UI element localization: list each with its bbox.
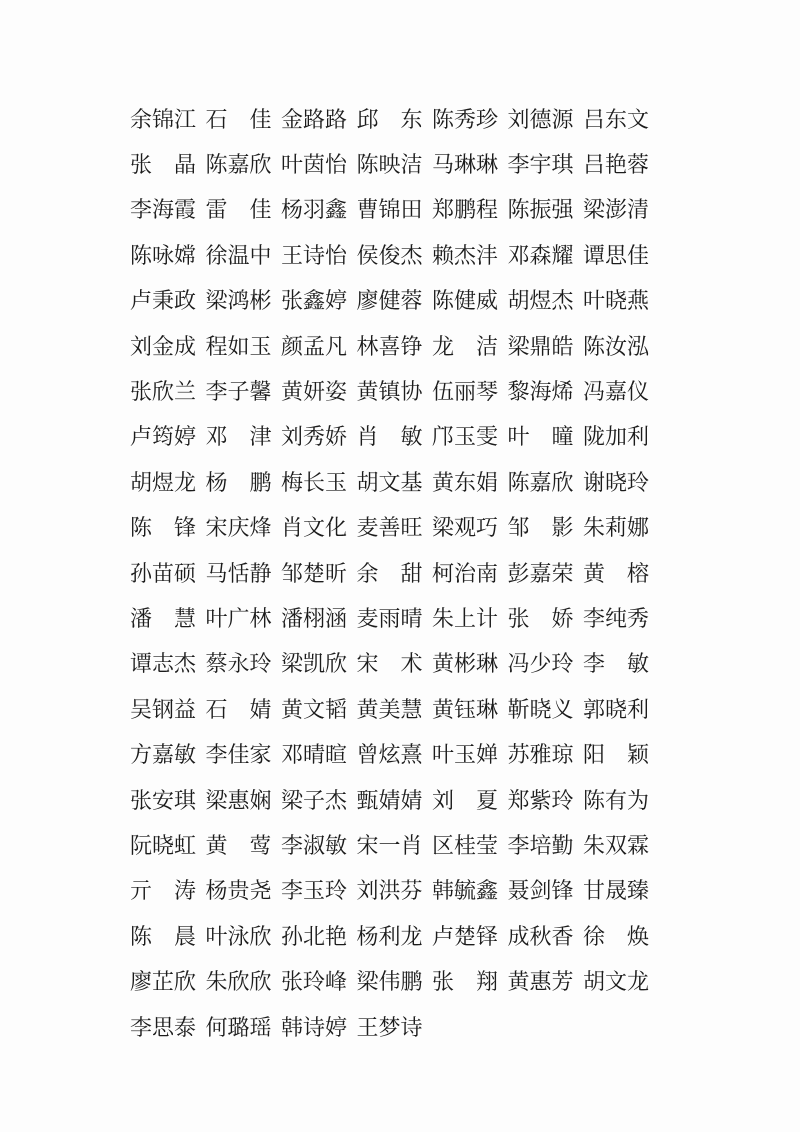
name-entry: 胡 煜 龙 [130,470,197,496]
name-entry: 韩 诗 婷 [281,1015,348,1041]
name-entry: 李 淑 敏 [281,833,348,859]
name-entry: 程 如 玉 [205,334,272,360]
name-entry: 朱 双 霖 [583,833,650,859]
name-entry: 谢 晓 玲 [583,470,650,496]
name-entry: 梁 观 巧 [432,516,499,542]
name-entry: 李 海 霞 [130,198,197,224]
name-entry: 陈 嘉 欣 [205,153,272,179]
name-entry: 廖 健 蓉 [356,289,423,315]
name-entry: 李 纯 秀 [583,606,650,632]
name-entry: 刘 金 成 [130,334,197,360]
name-entry: 陈 健 威 [432,289,499,315]
name-entry: 肖 文 化 [281,516,348,542]
name-entry: 龙 洁 [432,334,498,360]
name-entry: 彭 嘉 荣 [507,561,574,587]
name-entry: 陈 秀 珍 [432,107,499,133]
name-entry: 颜 孟 凡 [281,334,348,360]
name-entry: 朱 莉 娜 [583,516,650,542]
name-entry: 黎 海 烯 [507,380,574,406]
name-entry: 孙 北 艳 [281,924,348,950]
name-entry: 张 娇 [507,606,574,632]
name-entry: 阳 颖 [583,743,649,769]
name-entry: 叶 茵 怡 [281,153,348,179]
name-entry: 梅 长 玉 [281,470,348,496]
name-entry: 叶 玉 婵 [432,743,499,769]
name-entry: 邓 津 [205,425,272,451]
name-entry: 苏 雅 琼 [507,743,574,769]
name-entry: 李 思 泰 [130,1015,197,1041]
name-entry: 梁 鸿 彬 [205,289,272,315]
name-entry: 胡 文 龙 [583,970,650,996]
name-entry: 宋 一 肖 [356,833,423,859]
name-entry: 余 锦 江 [130,107,197,133]
name-entry: 梁 伟 鹏 [356,970,423,996]
name-entry: 王 诗 怡 [281,243,348,269]
name-entry: 李 玉 玲 [281,879,348,905]
name-entry: 潘 慧 [130,606,196,632]
name-entry: 吕 东 文 [583,107,650,133]
name-entry: 刘 德 源 [507,107,574,133]
name-entry: 靳 晓 义 [507,697,574,723]
name-entry: 梁 鼎 皓 [507,334,574,360]
name-entry: 侯 俊 杰 [356,243,423,269]
name-entry: 梁 惠 娴 [205,788,272,814]
name-entry: 卢 筠 婷 [130,425,197,451]
name-entry: 叶 泳 欣 [205,924,272,950]
name-entry: 聂 剑 锋 [507,879,574,905]
name-entry: 邓 晴 暄 [281,743,348,769]
name-entry: 麦 雨 晴 [356,606,423,632]
name-entry: 徐 温 中 [205,243,272,269]
name-entry: 叶 广 林 [205,606,272,632]
name-entry: 邹 影 [507,516,574,542]
name-entry: 亓 涛 [130,879,196,905]
name-entry: 邹 楚 昕 [281,561,348,587]
name-entry: 梁 子 杰 [281,788,348,814]
name-entry: 谭 思 佳 [583,243,650,269]
name-entry: 郑 紫 玲 [507,788,574,814]
name-entry: 杨 利 龙 [356,924,423,950]
name-entry: 肖 敏 [356,425,423,451]
name-entry: 卢 楚 铎 [432,924,499,950]
name-entry: 李 培 勤 [507,833,574,859]
name-entry: 宋 庆 烽 [205,516,272,542]
name-entry: 韩 毓 鑫 [432,879,499,905]
name-entry: 刘 夏 [432,788,498,814]
name-entry: 陇 加 利 [583,425,650,451]
name-entry: 潘 栩 涵 [281,606,348,632]
name-entry: 黄 彬 琳 [432,652,499,678]
name-entry: 吕 艳 蓉 [583,153,650,179]
name-entry: 杨 鹏 [205,470,272,496]
name-entry: 柯 治 南 [432,561,499,587]
name-entry: 雷 佳 [205,198,272,224]
name-entry: 陈 映 洁 [356,153,423,179]
name-entry: 马 恬 静 [205,561,272,587]
name-entry: 王 梦 诗 [356,1015,423,1041]
name-entry: 胡 煜 杰 [507,289,574,315]
name-entry: 黄 镇 协 [356,380,423,406]
name-entry: 黄 莺 [205,833,272,859]
name-entry: 金 路 路 [281,107,348,133]
name-entry: 郭 晓 利 [583,697,650,723]
name-entry: 宋 术 [356,652,423,678]
name-entry: 杨 贵 尧 [205,879,272,905]
name-entry: 郑 鹏 程 [432,198,499,224]
name-entry: 成 秋 香 [507,924,574,950]
name-entry: 区 桂 莹 [432,833,499,859]
name-entry: 余 甜 [356,561,423,587]
name-entry: 陈 有 为 [583,788,650,814]
name-entry: 朱 欣 欣 [205,970,272,996]
name-entry: 刘 洪 芬 [356,879,423,905]
name-entry: 陈 晨 [130,924,196,950]
name-entry: 李 佳 家 [205,743,272,769]
name-entry: 黄 妍 姿 [281,380,348,406]
name-entry: 黄 榕 [583,561,649,587]
name-entry: 李 子 馨 [205,380,272,406]
name-entry: 陈 振 强 [507,198,574,224]
name-entry: 陈 咏 嫦 [130,243,197,269]
name-entry: 叶 晓 燕 [583,289,650,315]
name-entry: 林 喜 铮 [356,334,423,360]
name-entry: 胡 文 基 [356,470,423,496]
name-entry: 张 安 琪 [130,788,197,814]
name-entry: 邝 玉 雯 [432,425,499,451]
name-entry: 张 欣 兰 [130,380,197,406]
name-entry: 李 宇 琪 [507,153,574,179]
name-entry: 廖 芷 欣 [130,970,197,996]
name-entry: 徐 焕 [583,924,649,950]
name-entry: 张 翔 [432,970,498,996]
name-entry: 黄 文 韬 [281,697,348,723]
name-entry: 方 嘉 敏 [130,743,197,769]
name-entry: 张 鑫 婷 [281,289,348,315]
name-entry: 黄 美 慧 [356,697,423,723]
name-entry: 冯 嘉 仪 [583,380,650,406]
name-entry: 李 敏 [583,652,649,678]
name-entry: 甄 婧 婧 [356,788,423,814]
name-entry: 伍 丽 琴 [432,380,499,406]
name-entry: 叶 曈 [507,425,574,451]
name-entry: 梁 凯 欣 [281,652,348,678]
name-entry: 吴 钢 益 [130,697,197,723]
name-entry: 甘 晟 臻 [583,879,650,905]
name-entry: 邱 东 [356,107,423,133]
name-entry: 朱 上 计 [432,606,499,632]
name-entry: 张 玲 峰 [281,970,348,996]
name-entry: 何 璐 瑶 [205,1015,272,1041]
name-list [130,98,670,1051]
name-entry: 张 晶 [130,153,196,179]
name-entry: 刘 秀 娇 [281,425,348,451]
name-entry: 曹 锦 田 [356,198,423,224]
name-entry: 黄 东 娟 [432,470,499,496]
name-entry: 陈 汝 泓 [583,334,650,360]
name-entry: 杨 羽 鑫 [281,198,348,224]
name-entry: 黄 钰 琳 [432,697,499,723]
name-entry: 谭 志 杰 [130,652,197,678]
name-entry: 黄 惠 芳 [507,970,574,996]
name-entry: 梁 澎 清 [583,198,650,224]
name-entry: 陈 嘉 欣 [507,470,574,496]
name-entry: 孙 苗 硕 [130,561,197,587]
name-entry: 麦 善 旺 [356,516,423,542]
name-entry: 卢 秉 政 [130,289,197,315]
name-entry: 蔡 永 玲 [205,652,272,678]
name-entry: 曾 炫 熹 [356,743,423,769]
name-entry: 冯 少 玲 [507,652,574,678]
name-entry: 石 佳 [205,107,272,133]
name-entry: 石 婧 [205,697,272,723]
name-entry: 陈 锋 [130,516,196,542]
name-entry: 马 琳 琳 [432,153,499,179]
name-entry: 阮 晓 虹 [130,833,197,859]
name-entry: 赖 杰 沣 [432,243,499,269]
name-entry: 邓 森 耀 [507,243,574,269]
